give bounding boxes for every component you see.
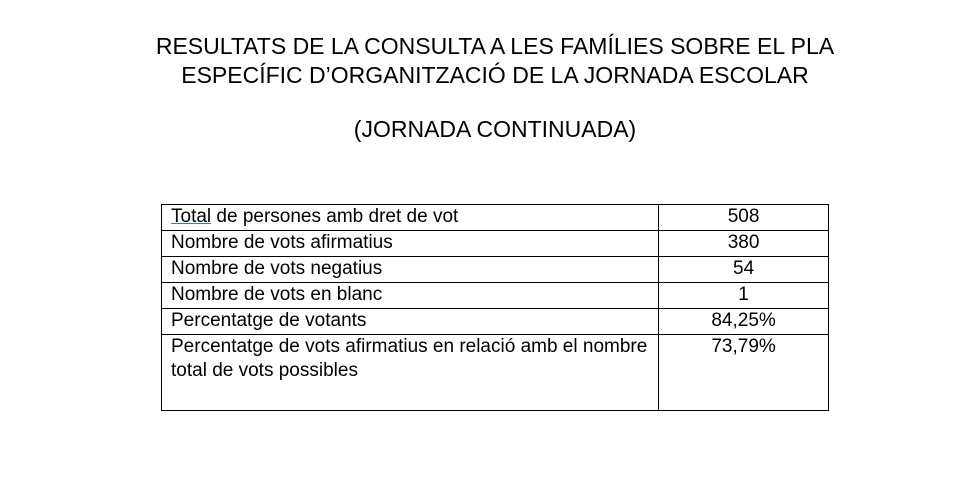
row-label: Percentatge de votants (162, 309, 659, 335)
row-value: 508 (659, 205, 829, 231)
table-row-total-voters (162, 205, 829, 231)
table-row-no-votes (162, 257, 829, 283)
row-value: 1 (659, 283, 829, 309)
row-value: 73,79% (659, 335, 829, 411)
row-label: Nombre de vots afirmatius (162, 231, 659, 257)
row-label: Percentatge de vots afirmatius en relació amb el nombre total de vots possibles (162, 335, 659, 411)
row-value: 380 (659, 231, 829, 257)
row-value: 84,25% (659, 309, 829, 335)
document-title-line-1: RESULTATS DE LA CONSULTA A LES FAMÍLIES SOBRE EL PLA (155, 33, 835, 59)
row-label: Nombre de vots en blanc (162, 283, 659, 309)
document-title-line-2: ESPECÍFIC D’ORGANITZACIÓ DE LA JORNADA ESCOLAR (181, 62, 809, 88)
row-label-first-word: Total (171, 206, 212, 227)
table-row-turnout-percentage (162, 309, 829, 335)
document-subtitle: (JORNADA CONTINUADA) (353, 116, 637, 142)
table-row-blank-votes (162, 283, 829, 309)
table-row-yes-percentage (162, 335, 829, 411)
row-label: Nombre de vots negatius (162, 257, 659, 283)
row-value: 54 (659, 257, 829, 283)
row-label (162, 205, 659, 231)
results-table (161, 204, 829, 411)
row-label-rest: de persones amb dret de vot (211, 206, 459, 227)
table-row-yes-votes (162, 231, 829, 257)
